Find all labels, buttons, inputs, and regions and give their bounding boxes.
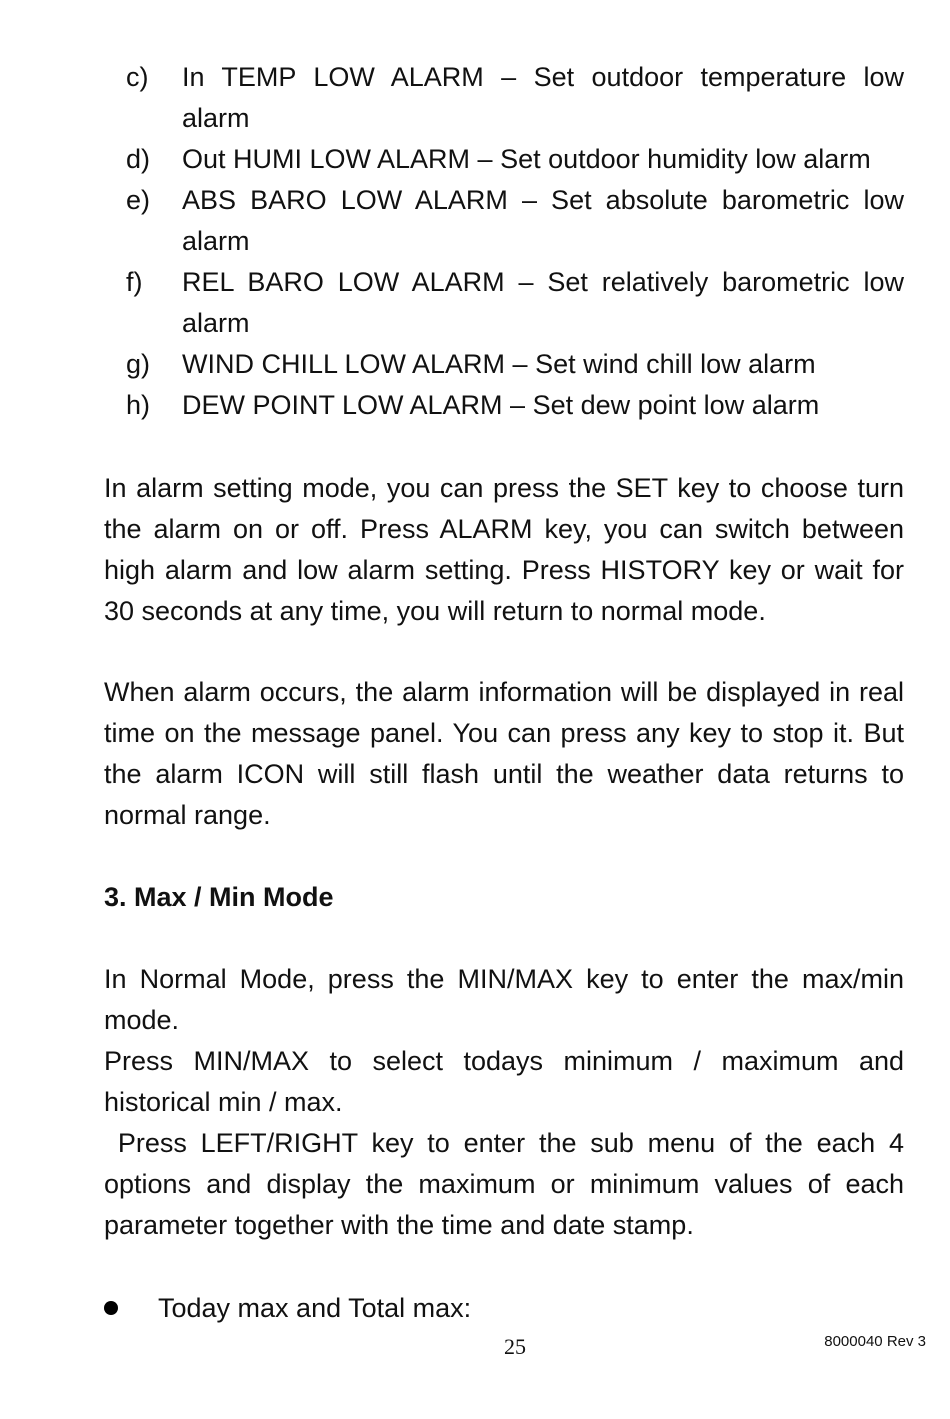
paragraph-line: 30 seconds at any time, you will return to normal mode. bbox=[104, 596, 766, 626]
paragraph-line: options and display the maximum or minimum values of each bbox=[104, 1169, 904, 1199]
list-item-text: REL BARO LOW ALARM – Set relatively barometric low bbox=[182, 267, 904, 297]
paragraph-line: In alarm setting mode, you can press the SET key to choose turn bbox=[104, 473, 904, 503]
bullet-icon bbox=[104, 1301, 118, 1315]
list-item-text: Out HUMI LOW ALARM – Set outdoor humidity low alarm bbox=[182, 144, 871, 174]
paragraph-line: Press LEFT/RIGHT key to enter the sub menu of the each 4 bbox=[104, 1128, 904, 1158]
list-item-text-continued: alarm bbox=[182, 103, 250, 133]
list-item-text: WIND CHILL LOW ALARM – Set wind chill low alarm bbox=[182, 349, 816, 379]
list-item-text-continued: alarm bbox=[182, 308, 250, 338]
paragraph-line: When alarm occurs, the alarm information will be displayed in real bbox=[104, 677, 904, 707]
paragraph-line: the alarm ICON will still flash until the weather data returns to bbox=[104, 759, 904, 789]
paragraph-line: the alarm on or off. Press ALARM key, you can switch between bbox=[104, 514, 904, 544]
list-marker: c) bbox=[126, 62, 149, 92]
list-item bbox=[104, 139, 904, 180]
list-item bbox=[104, 180, 904, 262]
list-item-text-continued: alarm bbox=[182, 226, 250, 256]
alarm-setting-paragraph bbox=[104, 468, 904, 632]
paragraph-line: historical min / max. bbox=[104, 1087, 343, 1117]
list-marker: h) bbox=[126, 390, 151, 420]
list-marker: g) bbox=[126, 349, 151, 379]
paragraph-line: In Normal Mode, press the MIN/MAX key to enter the max/min bbox=[104, 964, 904, 994]
maxmin-paragraph-select bbox=[104, 1041, 904, 1123]
paragraph-line: parameter together with the time and date stamp. bbox=[104, 1210, 694, 1240]
alarm-occurs-paragraph bbox=[104, 672, 904, 836]
paragraph-line: normal range. bbox=[104, 800, 271, 830]
paragraph-line: high alarm and low alarm setting. Press HISTORY key or wait for bbox=[104, 555, 904, 585]
paragraph-line: mode. bbox=[104, 1005, 180, 1035]
paragraph-line: time on the message panel. You can press any key to stop it. But bbox=[104, 718, 904, 748]
bullet-text: Today max and Total max: bbox=[158, 1293, 472, 1323]
maxmin-paragraph-enter bbox=[104, 959, 904, 1041]
list-item-text: DEW POINT LOW ALARM – Set dew point low alarm bbox=[182, 390, 820, 420]
section-heading: 3. Max / Min Mode bbox=[104, 882, 334, 912]
list-item bbox=[104, 344, 904, 385]
list-item bbox=[104, 385, 904, 426]
page-number: 25 bbox=[504, 1334, 526, 1359]
low-alarm-list bbox=[104, 57, 904, 426]
list-marker: d) bbox=[126, 144, 151, 174]
list-item-text: In TEMP LOW ALARM – Set outdoor temperature low bbox=[182, 62, 904, 92]
maxmin-paragraph-submenu bbox=[104, 1123, 904, 1246]
list-item bbox=[104, 262, 904, 344]
list-item bbox=[104, 57, 904, 139]
paragraph-line: Press MIN/MAX to select todays minimum / maximum and bbox=[104, 1046, 904, 1076]
list-marker: f) bbox=[126, 267, 143, 297]
list-item-text: ABS BARO LOW ALARM – Set absolute barometric low bbox=[182, 185, 904, 215]
document-reference: 8000040 Rev 3 bbox=[824, 1333, 926, 1350]
list-marker: e) bbox=[126, 185, 151, 215]
